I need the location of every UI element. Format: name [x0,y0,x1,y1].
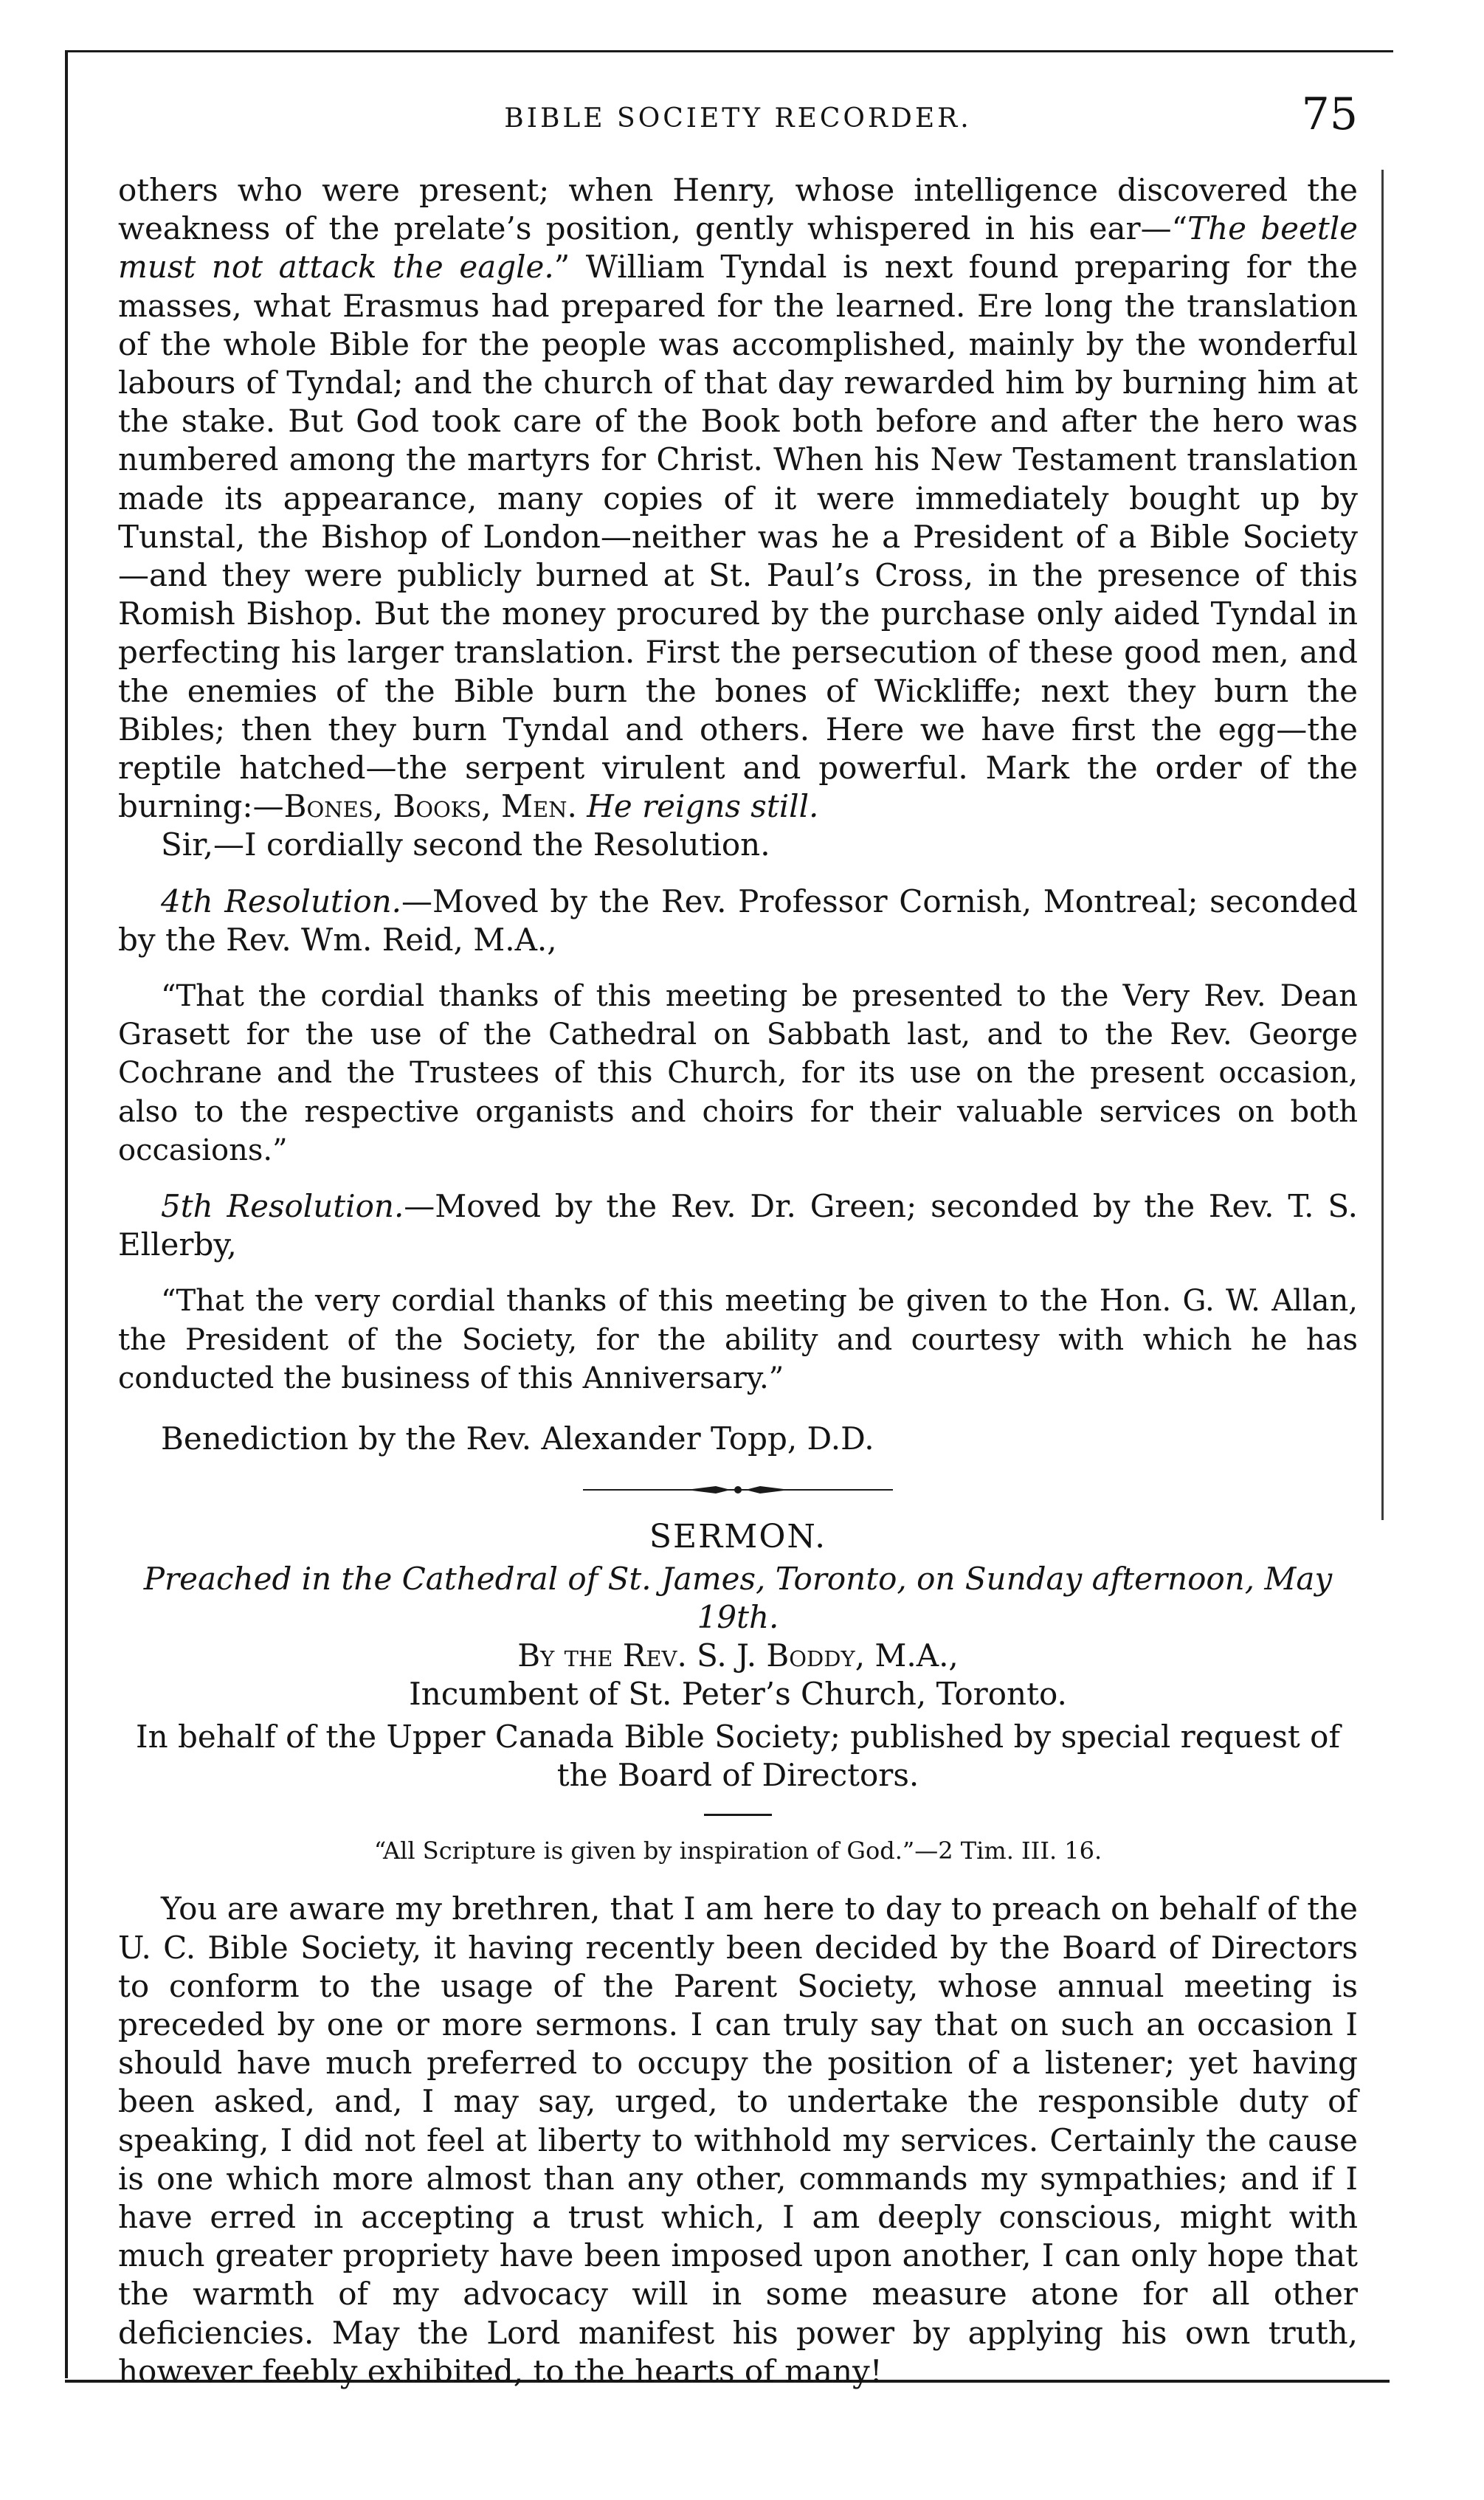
page-body [118,171,1358,2391]
resolution-5-text: —Moved by the Rev. Dr. Green; seconded by the Rev. T. S. Ellerby, [118,1188,1358,1263]
page-header [118,89,1358,148]
resolution-5 [118,1187,1358,1264]
bones-books-men: Bones, Books, Men. [283,788,577,825]
seconding-line: Sir,—I cordially second the Resolution. [161,826,770,863]
benediction: Benediction by the Rev. Alexander Topp, D.D. [161,1420,874,1457]
beetle-quote: The beetle must not attack the eagle. [118,210,1358,286]
he-reigns-still: He reigns still. [587,788,819,825]
sermon-preached-line: Preached in the Cathedral of St. James, Toronto, on Sunday afternoon, May 19th. [143,1561,1333,1636]
sermon-incumbent: Incumbent of St. Peter’s Church, Toronto. [409,1676,1067,1713]
paragraph-tyndal [118,171,1358,826]
sermon-behalf: In behalf of the Upper Canada Bible Society; published by special request of the Board of Directors. [135,1719,1340,1794]
page-number: 75 [1301,89,1358,140]
sermon-epigraph: “All Scripture is given by inspiration of God.”—2 Tim. III. 16. [373,1837,1102,1865]
resolution-5-label: 5th Resolution. [161,1188,404,1225]
paragraph-tyndal-start: others who were present; when Henry, whose intelligence discovered the weakness of the prelate’s position, gently whispered in his ear—“ [118,172,1358,247]
frame-right-rule [1381,170,1384,1520]
paragraph-tyndal-middle: ” William Tyndal is next found preparing for the masses, what Erasmus had prepared for the learned. Ere long the translation of the whole Bible for the people was accomplished, mainly by the wonderful labours of Tyndal; and the church of that day rewarded him by burning him at the stake. But God took care of the Book both before and after the hero was numbered among the martyrs for Christ. When his New Testament translation made its appearance, many copies of it were immediately bought up by Tunstal, the Bishop of London—neither was he a President of a Bible Society—and they were publicly burned at St. Paul’s Cross, in the presence of this Romish Bishop. But the money procured by the purchase only aided Tyndal in perfecting his larger translation. First the persecution of these good men, and the enemies of the Bible burn the bones of Wickliffe; next they burn the Bibles; then they burn Tyndal and others. Here we have first the egg—the reptile hatched—the serpent virulent and powerful. Mark the order of the burning:— [118,249,1359,825]
ornament-divider [583,1485,893,1495]
sermon-title: SERMON. [649,1518,827,1556]
frame-left-rule [65,50,68,2378]
resolution-4-label: 4th Resolution. [161,883,402,919]
running-title: BIBLE SOCIETY RECORDER. [504,103,972,134]
resolution-4 [118,883,1358,959]
sermon-body: You are aware my brethren, that I am here to day to preach on behalf of the U. C. Bible Society, it having recently been decided by the Board of Directors to conform to the usage of the Parent Society, whose annual meeting is preceded by one or more sermons. I can truly say that on such an occasion I should have much preferred to occupy the position of a listener; yet having been asked, and, I may say, urged, to undertake the responsible duty of speaking, I did not feel at liberty to withhold my services. Certainly the cause is one which more almost than any other, commands my sympathies; and if I have erred in accepting a trust which, I am deeply conscious, might with much greater propriety have been imposed upon another, I can only hope that the warmth of my advocacy will in some measure atone for all other deficiencies. May the Lord manifest his power by applying his own truth, however feebly exhibited, to the hearts of many! [118,1890,1358,2389]
resolution-4-text: —Moved by the Rev. Professor Cornish, Montreal; seconded by the Rev. Wm. Reid, M.A., [118,883,1358,958]
resolution-4-quote: “That the cordial thanks of this meeting be presented to the Very Rev. Dean Grasett for the use of the Cathedral on Sabbath last, and to the Rev. George Cochrane and the Trustees of this Church, for its use on the present occasion, also to the respective organists and choirs for their valuable services on both occasions.” [118,979,1358,1167]
resolution-5-quote: “That the very cordial thanks of this meeting be given to the Hon. G. W. Allan, the President of the Society, for the ability and courtesy with which he has conducted the business of this Anniversary.” [118,1284,1358,1395]
short-rule [704,1814,772,1816]
frame-top-rule [65,50,1393,52]
sermon-author: By the Rev. S. J. Boddy, M.A., [517,1637,959,1674]
